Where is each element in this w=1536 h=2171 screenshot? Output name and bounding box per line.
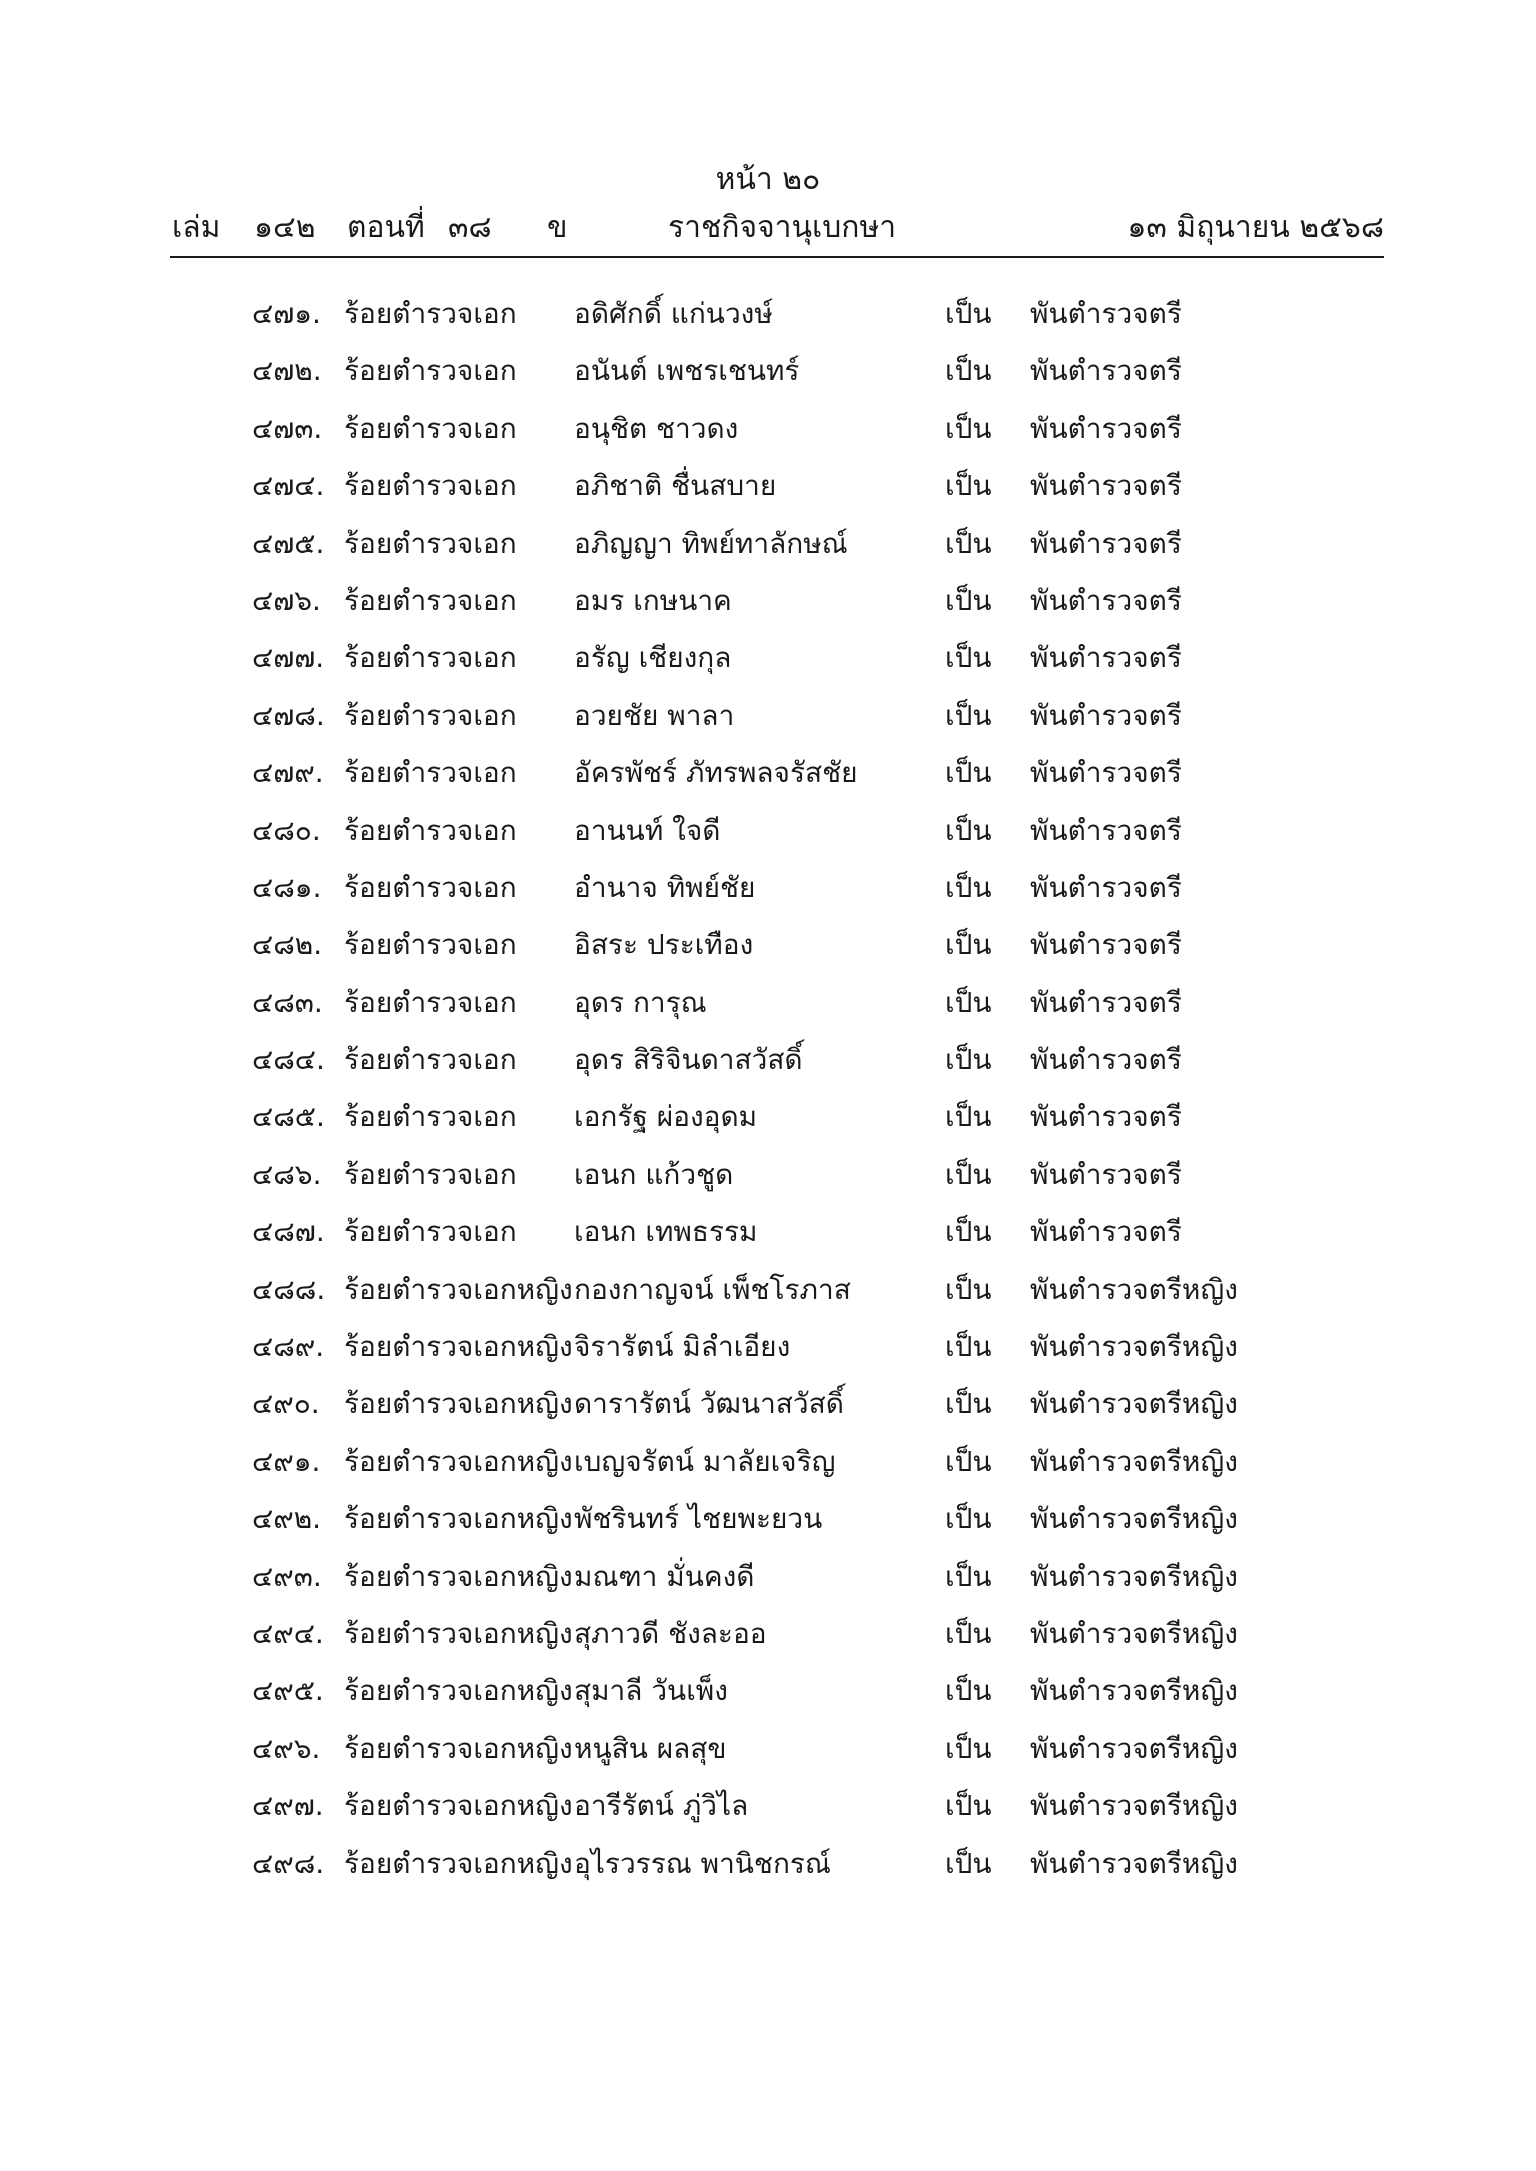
entry-verb: เป็น [945, 1789, 992, 1823]
list-item [0, 1382, 1536, 1439]
list-item [0, 1497, 1536, 1554]
entry-verb: เป็น [945, 1100, 992, 1134]
entry-new-rank: พันตำรวจตรีหญิง [1030, 1789, 1238, 1823]
publication-name: ราชกิจจานุเบกษา [668, 210, 897, 245]
entry-current-rank: ร้อยตำรวจเอก [344, 870, 517, 904]
entry-person-name: อวยชัย พาลา [574, 698, 735, 732]
entry-person-name: อารีรัตน์ ภู่วิไล [574, 1789, 749, 1823]
entry-current-rank: ร้อยตำรวจเอกหญิง [344, 1731, 573, 1765]
entry-number: ๔๘๔. [252, 1043, 325, 1077]
entry-number: ๔๙๐. [252, 1387, 320, 1421]
entry-current-rank: ร้อยตำรวจเอก [344, 756, 517, 790]
list-item [0, 1612, 1536, 1669]
entry-new-rank: พันตำรวจตรี [1030, 411, 1182, 445]
entry-current-rank: ร้อยตำรวจเอกหญิง [344, 1330, 573, 1364]
entry-number: ๔๗๖. [252, 583, 321, 617]
entry-person-name: หนูสิน ผลสุข [574, 1731, 727, 1765]
entry-number: ๔๗๒. [252, 354, 322, 388]
entry-new-rank: พันตำรวจตรี [1030, 526, 1182, 560]
entry-number: ๔๗๑. [252, 297, 321, 330]
entry-new-rank: พันตำรวจตรี [1030, 1157, 1182, 1191]
header-divider [170, 256, 1384, 258]
entry-number: ๔๙๕. [252, 1674, 324, 1708]
entry-person-name: สุภาวดี ชังละออ [574, 1616, 767, 1650]
entry-verb: เป็น [945, 641, 992, 675]
entry-number: ๔๘๒. [252, 928, 323, 962]
entry-number: ๔๘๙. [252, 1330, 325, 1364]
list-item [0, 1440, 1536, 1497]
entry-verb: เป็น [945, 411, 992, 445]
entry-verb: เป็น [945, 583, 992, 617]
entry-verb: เป็น [945, 756, 992, 790]
list-item [0, 1842, 1536, 1899]
entry-verb: เป็น [945, 1559, 992, 1593]
entry-verb: เป็น [945, 526, 992, 560]
list-item [0, 579, 1536, 636]
entry-new-rank: พันตำรวจตรี [1030, 641, 1182, 675]
entry-person-name: อัครพัชร์ ภัทรพลจรัสชัย [574, 756, 858, 790]
list-item [0, 1095, 1536, 1152]
entry-person-name: พัชรินทร์ ไชยพะยวน [574, 1502, 823, 1536]
entry-new-rank: พันตำรวจตรีหญิง [1030, 1731, 1238, 1765]
entry-number: ๔๗๕. [252, 526, 325, 560]
entry-new-rank: พันตำรวจตรีหญิง [1030, 1502, 1238, 1536]
entry-new-rank: พันตำรวจตรี [1030, 1215, 1182, 1249]
entry-person-name: อดิศักดิ์ แก่นวงษ์ [574, 297, 773, 330]
entry-current-rank: ร้อยตำรวจเอก [344, 469, 517, 503]
entry-number: ๔๙๗. [252, 1789, 324, 1823]
entry-current-rank: ร้อยตำรวจเอก [344, 698, 517, 732]
entry-current-rank: ร้อยตำรวจเอกหญิง [344, 1559, 573, 1593]
entry-current-rank: ร้อยตำรวจเอก [344, 1157, 517, 1191]
entry-verb: เป็น [945, 870, 992, 904]
entry-person-name: อมร เกษนาค [574, 583, 732, 617]
entry-current-rank: ร้อยตำรวจเอกหญิง [344, 1674, 573, 1708]
entry-new-rank: พันตำรวจตรี [1030, 583, 1182, 617]
list-item [0, 1210, 1536, 1267]
entry-number: ๔๘๕. [252, 1100, 325, 1134]
entry-number: ๔๘๑. [252, 870, 322, 904]
list-item [0, 981, 1536, 1038]
entry-person-name: อนันต์ เพชรเชนทร์ [574, 354, 800, 388]
entry-person-name: เอกรัฐ ผ่องอุดม [574, 1100, 758, 1134]
entry-new-rank: พันตำรวจตรี [1030, 354, 1182, 388]
entry-verb: เป็น [945, 354, 992, 388]
gazette-header [172, 206, 1384, 250]
volume-label: เล่ม [172, 210, 221, 245]
list-item [0, 866, 1536, 923]
entry-new-rank: พันตำรวจตรี [1030, 985, 1182, 1019]
entry-new-rank: พันตำรวจตรีหญิง [1030, 1444, 1238, 1478]
list-item [0, 1325, 1536, 1382]
entry-verb: เป็น [945, 813, 992, 847]
entry-verb: เป็น [945, 1157, 992, 1191]
entry-current-rank: ร้อยตำรวจเอกหญิง [344, 1789, 573, 1823]
entry-current-rank: ร้อยตำรวจเอก [344, 1215, 517, 1249]
entry-verb: เป็น [945, 1330, 992, 1364]
entry-new-rank: พันตำรวจตรีหญิง [1030, 1846, 1238, 1880]
entry-number: ๔๘๘. [252, 1272, 326, 1306]
entry-current-rank: ร้อยตำรวจเอก [344, 411, 517, 445]
promotion-list [0, 292, 1536, 1899]
entry-number: ๔๙๘. [252, 1846, 325, 1880]
list-item [0, 1784, 1536, 1841]
entry-verb: เป็น [945, 1444, 992, 1478]
list-item [0, 522, 1536, 579]
entry-number: ๔๘๓. [252, 985, 323, 1019]
list-item [0, 809, 1536, 866]
entry-number: ๔๗๙. [252, 756, 324, 790]
list-item [0, 636, 1536, 693]
entry-number: ๔๗๔. [252, 469, 325, 503]
entry-current-rank: ร้อยตำรวจเอก [344, 928, 517, 962]
issue-number: ๓๘ [448, 210, 492, 245]
entry-person-name: มณฑา มั่นคงดี [574, 1559, 755, 1593]
entry-verb: เป็น [945, 1846, 992, 1880]
entry-verb: เป็น [945, 985, 992, 1019]
entry-verb: เป็น [945, 1272, 992, 1306]
entry-person-name: อุดร การุณ [574, 985, 707, 1019]
entry-current-rank: ร้อยตำรวจเอก [344, 526, 517, 560]
entry-person-name: จิรารัตน์ มิลำเอียง [574, 1330, 791, 1364]
entry-verb: เป็น [945, 1502, 992, 1536]
entry-verb: เป็น [945, 1387, 992, 1421]
entry-person-name: ดารารัตน์ วัฒนาสวัสดิ์ [574, 1387, 844, 1421]
entry-new-rank: พันตำรวจตรี [1030, 1100, 1182, 1134]
list-item [0, 923, 1536, 980]
entry-new-rank: พันตำรวจตรี [1030, 1043, 1182, 1077]
entry-new-rank: พันตำรวจตรีหญิง [1030, 1330, 1238, 1364]
entry-current-rank: ร้อยตำรวจเอกหญิง [344, 1846, 573, 1880]
list-item [0, 1727, 1536, 1784]
entry-current-rank: ร้อยตำรวจเอกหญิง [344, 1502, 573, 1536]
entry-current-rank: ร้อยตำรวจเอกหญิง [344, 1272, 573, 1306]
entry-number: ๔๘๗. [252, 1215, 325, 1249]
entry-current-rank: ร้อยตำรวจเอก [344, 583, 517, 617]
list-item [0, 292, 1536, 349]
entry-current-rank: ร้อยตำรวจเอก [344, 297, 517, 330]
entry-verb: เป็น [945, 297, 992, 330]
entry-new-rank: พันตำรวจตรีหญิง [1030, 1387, 1238, 1421]
entry-verb: เป็น [945, 1674, 992, 1708]
entry-person-name: อภิญญา ทิพย์ทาลักษณ์ [574, 526, 848, 560]
entry-number: ๔๗๓. [252, 411, 323, 445]
list-item [0, 1669, 1536, 1726]
entry-number: ๔๙๔. [252, 1616, 324, 1650]
entry-current-rank: ร้อยตำรวจเอก [344, 813, 517, 847]
entry-current-rank: ร้อยตำรวจเอก [344, 1100, 517, 1134]
entry-person-name: อภิชาติ ชื่นสบาย [574, 469, 777, 503]
list-item [0, 694, 1536, 751]
entry-new-rank: พันตำรวจตรี [1030, 698, 1182, 732]
entry-current-rank: ร้อยตำรวจเอกหญิง [344, 1444, 573, 1478]
entry-current-rank: ร้อยตำรวจเอก [344, 985, 517, 1019]
entry-new-rank: พันตำรวจตรี [1030, 928, 1182, 962]
entry-person-name: เอนก เทพธรรม [574, 1215, 758, 1249]
list-item [0, 349, 1536, 406]
entry-person-name: อุไรวรรณ พานิชกรณ์ [574, 1846, 831, 1880]
entry-person-name: อิสระ ประเทือง [574, 928, 754, 962]
entry-new-rank: พันตำรวจตรีหญิง [1030, 1272, 1238, 1306]
entry-new-rank: พันตำรวจตรี [1030, 756, 1182, 790]
entry-person-name: เอนก แก้วชูด [574, 1157, 734, 1191]
entry-current-rank: ร้อยตำรวจเอก [344, 1043, 517, 1077]
list-item [0, 464, 1536, 521]
entry-current-rank: ร้อยตำรวจเอก [344, 354, 517, 388]
volume-number: ๑๔๒ [254, 210, 316, 245]
entry-current-rank: ร้อยตำรวจเอกหญิง [344, 1616, 573, 1650]
entry-verb: เป็น [945, 928, 992, 962]
entry-new-rank: พันตำรวจตรี [1030, 469, 1182, 503]
entry-current-rank: ร้อยตำรวจเอกหญิง [344, 1387, 573, 1421]
entry-verb: เป็น [945, 1731, 992, 1765]
entry-new-rank: พันตำรวจตรีหญิง [1030, 1674, 1238, 1708]
entry-new-rank: พันตำรวจตรี [1030, 297, 1182, 330]
entry-new-rank: พันตำรวจตรีหญิง [1030, 1616, 1238, 1650]
publication-date: ๑๓ มิถุนายน ๒๕๖๘ [1127, 210, 1384, 245]
entry-person-name: อำนาจ ทิพย์ชัย [574, 870, 756, 904]
entry-verb: เป็น [945, 698, 992, 732]
entry-number: ๔๙๓. [252, 1559, 322, 1593]
entry-number: ๔๙๒. [252, 1502, 322, 1536]
entry-person-name: อุดร สิริจินดาสวัสดิ์ [574, 1043, 803, 1077]
entry-person-name: เบญจรัตน์ มาลัยเจริญ [574, 1444, 836, 1478]
list-item [0, 1038, 1536, 1095]
list-item [0, 751, 1536, 808]
entry-verb: เป็น [945, 469, 992, 503]
page-number: หน้า ๒๐ [715, 162, 821, 197]
entry-number: ๔๙๑. [252, 1444, 321, 1478]
section-letter: ข [547, 210, 568, 245]
entry-new-rank: พันตำรวจตรีหญิง [1030, 1559, 1238, 1593]
list-item [0, 1555, 1536, 1612]
entry-number: ๔๘๖. [252, 1157, 322, 1191]
entry-person-name: สุมาลี วันเพ็ง [574, 1674, 728, 1708]
entry-person-name: อรัญ เชียงกุล [574, 641, 732, 675]
entry-new-rank: พันตำรวจตรี [1030, 813, 1182, 847]
list-item [0, 407, 1536, 464]
entry-person-name: กองกาญจน์ เพ็ชโรภาส [574, 1272, 851, 1306]
entry-current-rank: ร้อยตำรวจเอก [344, 641, 517, 675]
list-item [0, 1268, 1536, 1325]
entry-verb: เป็น [945, 1043, 992, 1077]
entry-verb: เป็น [945, 1215, 992, 1249]
entry-person-name: อานนท์ ใจดี [574, 813, 721, 847]
list-item [0, 1153, 1536, 1210]
entry-number: ๔๗๗. [252, 641, 325, 675]
entry-number: ๔๙๖. [252, 1731, 321, 1765]
entry-number: ๔๘๐. [252, 813, 321, 847]
entry-person-name: อนุชิต ชาวดง [574, 411, 739, 445]
issue-label: ตอนที่ [347, 210, 425, 245]
entry-new-rank: พันตำรวจตรี [1030, 870, 1182, 904]
entry-verb: เป็น [945, 1616, 992, 1650]
entry-number: ๔๗๘. [252, 698, 325, 732]
